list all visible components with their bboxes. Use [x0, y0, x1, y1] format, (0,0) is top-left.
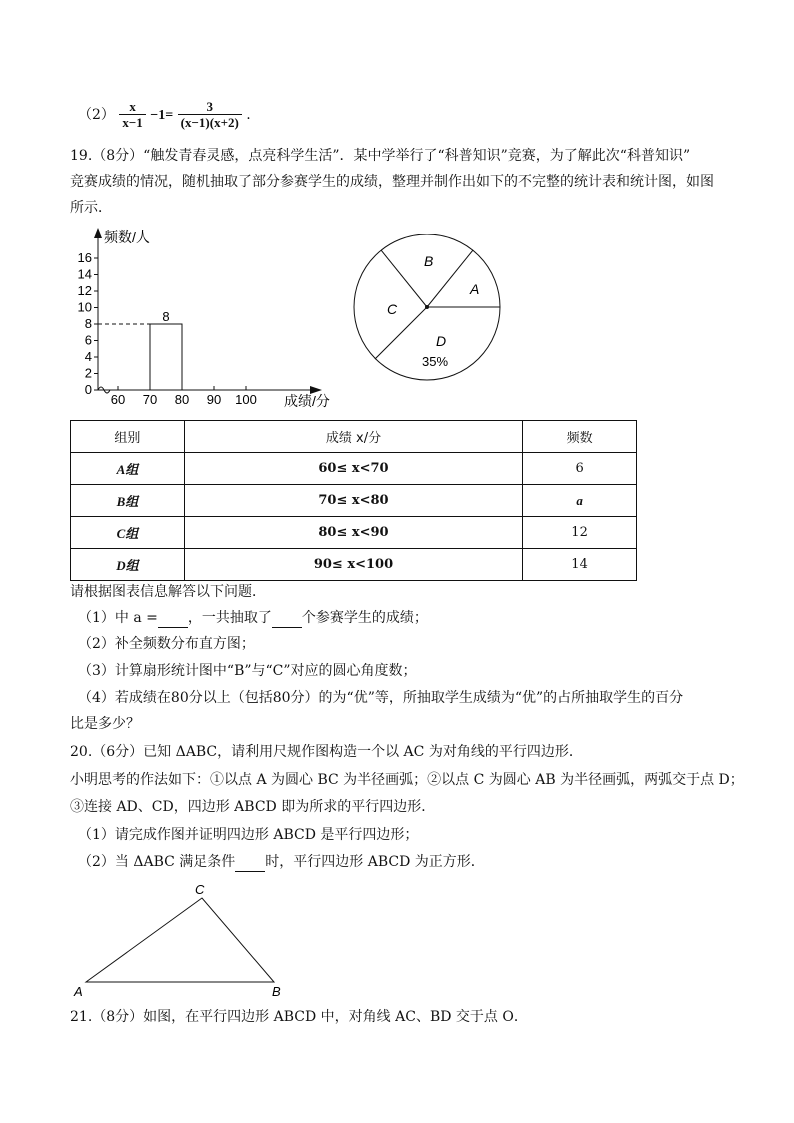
q19-line3: 所示．: [70, 200, 112, 216]
q19-part3: （3）计算扇形统计图中“B”与“C”对应的圆心角度数；: [78, 663, 417, 679]
y-axis-label: 频数/人: [104, 229, 150, 245]
table-row: [71, 453, 637, 485]
x-tick-label: 70: [142, 392, 158, 407]
y-tick-label: 0: [84, 382, 92, 397]
table-row: [71, 485, 637, 517]
equation-end: .: [246, 107, 251, 123]
bar-value-label: 8: [162, 309, 170, 324]
range-cell: 60≤ x<70: [184, 453, 522, 485]
q20-part2-text-a: （2）当 ΔABC 满足条件: [78, 854, 236, 870]
part1-text-b: ，一共抽取了: [187, 610, 272, 626]
lhs-denominator: x−1: [119, 114, 145, 131]
group-cell: B组: [71, 485, 185, 517]
group-cell: C组: [71, 517, 185, 549]
q19-part1: [78, 608, 428, 628]
header-group: 组别: [71, 421, 185, 453]
vertex-a-label: A: [74, 984, 83, 999]
x-tick-label: 100: [235, 392, 257, 407]
vertex-c-label: C: [195, 882, 205, 897]
x-axis-label: 成绩/分: [284, 393, 330, 409]
table-row: [71, 549, 637, 581]
histogram-bar-70-80: [150, 324, 182, 390]
freq-cell: a: [523, 485, 637, 517]
q19-part2: （2）补全频数分布直方图；: [78, 636, 255, 652]
pie-center: [425, 305, 429, 309]
pie-d-percent: 35%: [422, 354, 449, 369]
lhs-numerator: x: [129, 99, 136, 114]
pie-label-c: C: [387, 301, 398, 317]
x-tick-label: 80: [174, 392, 190, 407]
rhs-fraction: [178, 99, 242, 131]
q20-line3: ③连接 AD、CD，四边形 ABCD 即为所求的平行四边形．: [70, 799, 436, 815]
pie-label-a: A: [470, 281, 480, 297]
part1-text-a: （1）中 a =: [78, 610, 158, 626]
y-tick-label: 12: [77, 283, 92, 298]
blank-a: [158, 613, 188, 628]
part1-text-c: 个参赛学生的成绩；: [301, 610, 428, 626]
y-tick-label: 14: [77, 266, 92, 282]
q19-intro: 请根据图表信息解答以下问题．: [70, 584, 266, 600]
vertex-b-label: B: [272, 984, 281, 999]
q19-part4b: 比是多少？: [70, 716, 140, 732]
triangle-abc: [70, 880, 300, 1000]
rhs-numerator: 3: [206, 99, 213, 114]
pie-chart: [350, 234, 506, 384]
score-frequency-table: [70, 420, 637, 581]
y-ticks: [78, 250, 98, 397]
y-axis-arrow: [94, 228, 102, 238]
freq-cell: 6: [523, 453, 637, 485]
table-header-row: [71, 421, 637, 453]
pie-label-d: D: [436, 333, 447, 349]
lhs-fraction: [119, 99, 145, 131]
pie-divider-sw: [375, 307, 427, 359]
q19-line2: 竞赛成绩的情况，随机抽取了部分参赛学生的成绩，整理并制作出如下的不完整的统计表和统计图，如图: [70, 174, 714, 190]
table-row: [71, 517, 637, 549]
triangle-outline: [86, 898, 274, 982]
y-tick-label: 4: [84, 349, 92, 364]
pie-divider-nw: [381, 250, 427, 307]
x-tick-label: 90: [206, 392, 222, 407]
freq-cell: 14: [523, 549, 637, 581]
y-tick-label: 6: [84, 332, 92, 348]
range-cell: 70≤ x<80: [184, 485, 522, 517]
q21-line1: 21.（8分）如图，在平行四边形 ABCD 中，对角线 AC、BD 交于点 O．: [70, 1009, 528, 1025]
pie-label-b: B: [424, 253, 434, 269]
q20-part1: （1）请完成作图并证明四边形 ABCD 是平行四边形；: [78, 827, 419, 843]
y-tick-label: 10: [77, 299, 92, 315]
blank-total: [272, 613, 302, 628]
q18-part2-prefix: （2）: [78, 107, 115, 123]
header-frequency: 频数: [523, 421, 637, 453]
y-tick-label: 16: [77, 250, 92, 265]
frequency-histogram: [70, 224, 340, 416]
group-cell: D组: [71, 549, 185, 581]
y-tick-label: 2: [84, 365, 92, 381]
group-cell: A组: [71, 453, 185, 485]
x-tick-label: 60: [110, 392, 126, 407]
q20-line2: 小明思考的作法如下：①以点 A 为圆心 BC 为半径画弧；②以点 C 为圆心 AB 为半径画弧，两弧交于点 D；: [70, 772, 744, 788]
q20-part2-text-b: 时，平行四边形 ABCD 为正方形．: [265, 854, 485, 870]
header-range: 成绩 x/分: [184, 421, 522, 453]
q18-part2-equation: [78, 98, 251, 133]
y-tick-label: 8: [84, 316, 92, 331]
q20-blank: [235, 857, 265, 872]
q20-part2: [78, 852, 485, 872]
q19-part4a: （4）若成绩在80分以上（包括80分）的为“优”等，所抽取学生成绩为“优”的占所抽取学生的百分: [78, 690, 684, 706]
freq-cell: 12: [523, 517, 637, 549]
pie-divider-ne: [427, 250, 473, 307]
range-cell: 80≤ x<90: [184, 517, 522, 549]
x-ticks: [111, 386, 257, 407]
q19-line1: 19.（8分）“触发青春灵感，点亮科学生活”．某中学举行了“科普知识”竞赛，为了解此次“科普知识”: [70, 148, 691, 164]
minus-one: −1=: [150, 108, 174, 123]
q20-line1: 20.（6分）已知 ΔABC，请利用尺规作图构造一个以 AC 为对角线的平行四边形．: [70, 744, 583, 760]
range-cell: 90≤ x<100: [184, 549, 522, 581]
rhs-denominator: (x−1)(x+2): [178, 114, 242, 131]
